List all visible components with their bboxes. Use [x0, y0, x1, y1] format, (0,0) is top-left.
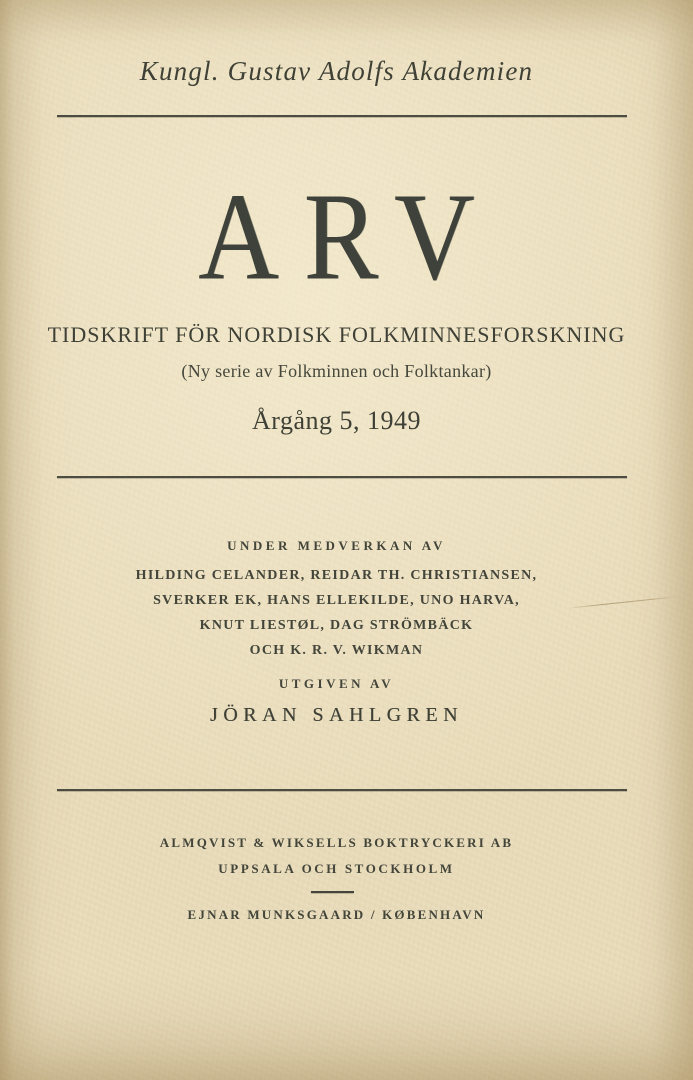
editor-heading: UTGIVEN AV	[278, 676, 395, 691]
contributors-list	[0, 563, 683, 663]
publisher-line: Kungl. Gustav Adolfs Akademien	[139, 56, 534, 86]
editor-name: JÖRAN SAHLGREN	[209, 704, 464, 726]
contributors-line-2: SVERKER EK, HANS ELLEKILDE, UNO HARVA,	[153, 593, 520, 608]
top-divider-rule	[57, 115, 627, 117]
contributors-line-4: OCH K. R. V. WIKMAN	[249, 643, 424, 658]
volume-year-line: Årgång 5, 1949	[251, 406, 421, 435]
imprint-short-rule	[311, 891, 354, 893]
journal-title: ARV	[198, 167, 500, 307]
distributor-line: EJNAR MUNKSGAARD / KØBENHAVN	[187, 907, 486, 922]
contributors-heading: UNDER MEDVERKAN AV	[227, 538, 446, 553]
bottom-divider-rule	[57, 789, 627, 791]
printer-line-1: ALMQVIST & WIKSELLS BOKTRYCKERI AB	[159, 835, 514, 850]
contributors-line-3: KNUT LIESTØL, DAG STRÖMBÄCK	[199, 618, 474, 633]
middle-divider-rule	[57, 476, 627, 478]
journal-subtitle: TIDSKRIFT FÖR NORDISK FOLKMINNESFORSKNING	[47, 322, 626, 347]
printer-line-2: UPPSALA OCH STOCKHOLM	[218, 861, 455, 876]
contributors-line-1: HILDING CELANDER, REIDAR TH. CHRISTIANSEN,	[135, 568, 538, 583]
series-note: (Ny serie av Folkminnen och Folktankar)	[181, 361, 492, 381]
